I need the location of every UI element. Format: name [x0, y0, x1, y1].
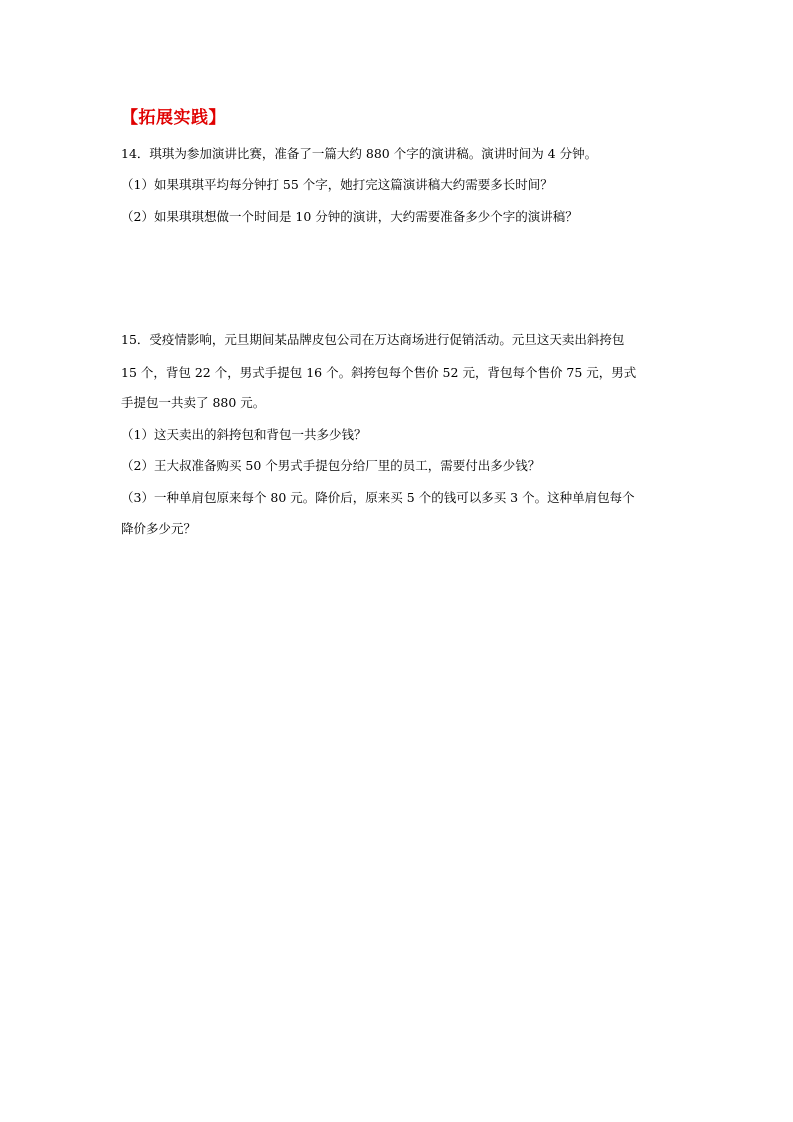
question-15-stem-line-3: 手提包一共卖了 880 元。 — [121, 395, 266, 410]
question-15-part-2: （2）王大叔准备购买 50 个男式手提包分给厂里的员工，需要付出多少钱？ — [121, 458, 541, 473]
question-15-part-3-line-1: （3）一种单肩包原来每个 80 元。降价后，原来买 5 个的钱可以多买 3 个。这种单肩包每个 — [121, 490, 635, 505]
question-14-part-1: （1）如果琪琪平均每分钟打 55 个字，她打完这篇演讲稿大约需要多长时间？ — [121, 177, 553, 192]
question-15-part-1: （1）这天卖出的斜挎包和背包一共多少钱？ — [121, 427, 367, 442]
question-14-stem: 14．琪琪为参加演讲比赛，准备了一篇大约 880 个字的演讲稿。演讲时间为 4 分钟。 — [121, 146, 598, 161]
question-15-stem-line-2: 15 个，背包 22 个，男式手提包 16 个。斜挎包每个售价 52 元，背包每个售价 75 元，男式 — [121, 365, 637, 380]
section-title: 【拓展实践】 — [121, 108, 226, 128]
question-15-stem-line-1: 15．受疫情影响，元旦期间某品牌皮包公司在万达商场进行促销活动。元旦这天卖出斜挎包 — [121, 332, 625, 347]
question-15-part-3-line-2: 降价多少元？ — [121, 521, 197, 536]
question-14-part-2: （2）如果琪琪想做一个时间是 10 分钟的演讲，大约需要准备多少个字的演讲稿？ — [121, 209, 578, 224]
